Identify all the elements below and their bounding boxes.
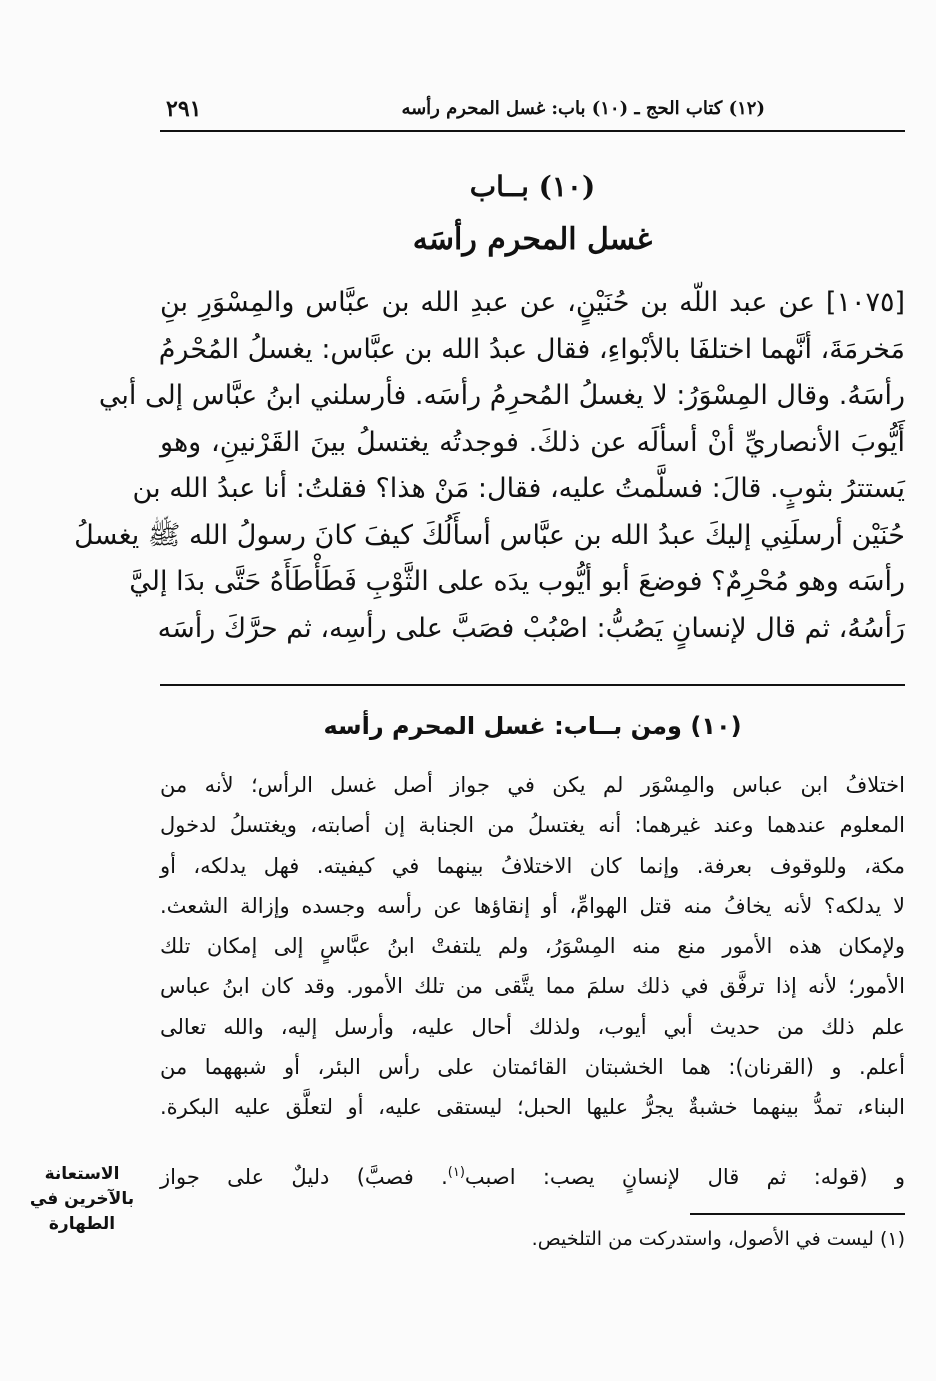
commentary-line: مكة، وللوقوف بعرفة. وإنما كان الاختلافُ بينهما في كيفيته. فهل يدلكه، أو (160, 853, 905, 878)
footnote-reference[interactable]: (١) (447, 1165, 465, 1180)
commentary-line: علم ذلك من حديث أبي أيوب، ولذلك أحال عليه، وأرسل إليه، والله تعالى (160, 1014, 905, 1039)
chapter-title: غسل المحرم رأسَه (412, 222, 653, 257)
hadith-line: حُنَيْن أرسلَنِي إليكَ عبدُ الله بن عبَّاس أسأَلُكَ كيفَ كانَ رسولُ الله ﷺ يغسلُ (74, 519, 905, 551)
footnote-rule (690, 1213, 905, 1215)
commentary-line: أعلم. و (القرنان): هما الخشبتان القائمتان على رأس البئر، أو شبههما من (160, 1055, 905, 1080)
page-header (160, 96, 905, 126)
commentary-text (160, 765, 905, 1128)
hadith-line: مَخرمَةَ، أنَّهما اختلفَا بالأبْواءِ، فقال عبدُ الله بن عبَّاس: يغسلُ المُحْرمُ (158, 333, 905, 365)
commentary-line: ولإمكان هذه الأمور منع منه المِسْوَرُ، ولم يلتفتْ ابنُ عبَّاسٍ إلى إمكان تلك (160, 934, 905, 959)
last-line-after: . فصبَّ) دليلٌ على جواز (160, 1165, 448, 1189)
commentary-last-line (160, 1165, 905, 1189)
hadith-text (74, 280, 905, 652)
commentary-line: المعلوم عندهما وعند غيرهما: أنه يغتسلُ من الجنابة إن أصابته، ويغتسلُ لدخول (160, 813, 905, 838)
page-number: ٢٩١ (166, 96, 202, 122)
margin-note-line: الاستعانة (44, 1164, 120, 1184)
hadith-line: رَأسُهُ، ثم قال لإنسانٍ يَصُبُّ: اصْبُبْ فصَبَّ على رأسِه، ثم حرَّكَ رأسَه (157, 612, 905, 644)
footnote: (١) ليست في الأصول، واستدركت من التلخيص. (531, 1228, 905, 1250)
hadith-line: رأسَهُ. وقال المِسْوَرُ: لا يغسلُ المُحرِمُ رأسَه. فأرسلني ابنُ عبَّاس إلى أبي (98, 380, 905, 411)
commentary-line: البناء، تمدُّ بينهما خشبةٌ يجرُّ عليها الحبل؛ ليستقى عليه، أو لتعلَّق عليه البكرة. (160, 1095, 905, 1120)
hadith-line: رأسَه وهو مُحْرِمٌ؟ فوضعَ أبو أيُّوب يدَه على الثَّوْبِ فَطَأْطَأَهُ حَتَّى بدَا إليَّ (129, 566, 905, 597)
margin-note-line: بالآخرين في (29, 1189, 135, 1209)
commentary-line: الأمور؛ لأنه إذا ترفَّق في ذلك سلمَ مما يتَّقى من تلك الأمور. وقد كان ابنُ عباس (160, 974, 905, 999)
commentary-title: (١٠) ومن بــاب: غسل المحرم رأسه (323, 712, 742, 740)
chapter-number: (١٠) بــاب (469, 170, 596, 203)
section-rule (160, 684, 905, 686)
margin-note (18, 1162, 146, 1237)
header-rule (160, 130, 905, 132)
margin-note-line: الطهارة (48, 1214, 116, 1234)
commentary-line: اختلافُ ابن عباس والمِسْوَر لم يكن في جواز أصل غسل الرأس؛ لأنه من (160, 773, 905, 797)
hadith-line: يَستترُ بثوبٍ. قالَ: فسلَّمتُ عليه، فقال: مَنْ هذا؟ فقلتُ: أنا عبدُ الله بن (132, 473, 905, 504)
commentary-line: لا يدلكه؟ لأنه يخافُ منه قتل الهوامِّ، أو إنقاؤها عن رأسه وجسده وإزالة الشعث. (160, 893, 905, 918)
hadith-line: [١٠٧٥] عن عبد اللّه بن حُنَيْنٍ، عن عبدِ الله بن عبَّاس والمِسْوَرِ بنِ (160, 287, 905, 318)
running-head: (١٢) كتاب الحج ـ (١٠) باب: غسل المحرم رأسه (401, 98, 765, 119)
hadith-line: أَيُّوبَ الأنصاريِّ أنْ أسألَه عن ذلكَ. فوجدتُه يغتسلُ بينَ القَرْنينِ، وهو (160, 426, 905, 458)
last-line-before: و (قوله: ثم قال لإنسانٍ يصب: اصبب (464, 1165, 905, 1189)
